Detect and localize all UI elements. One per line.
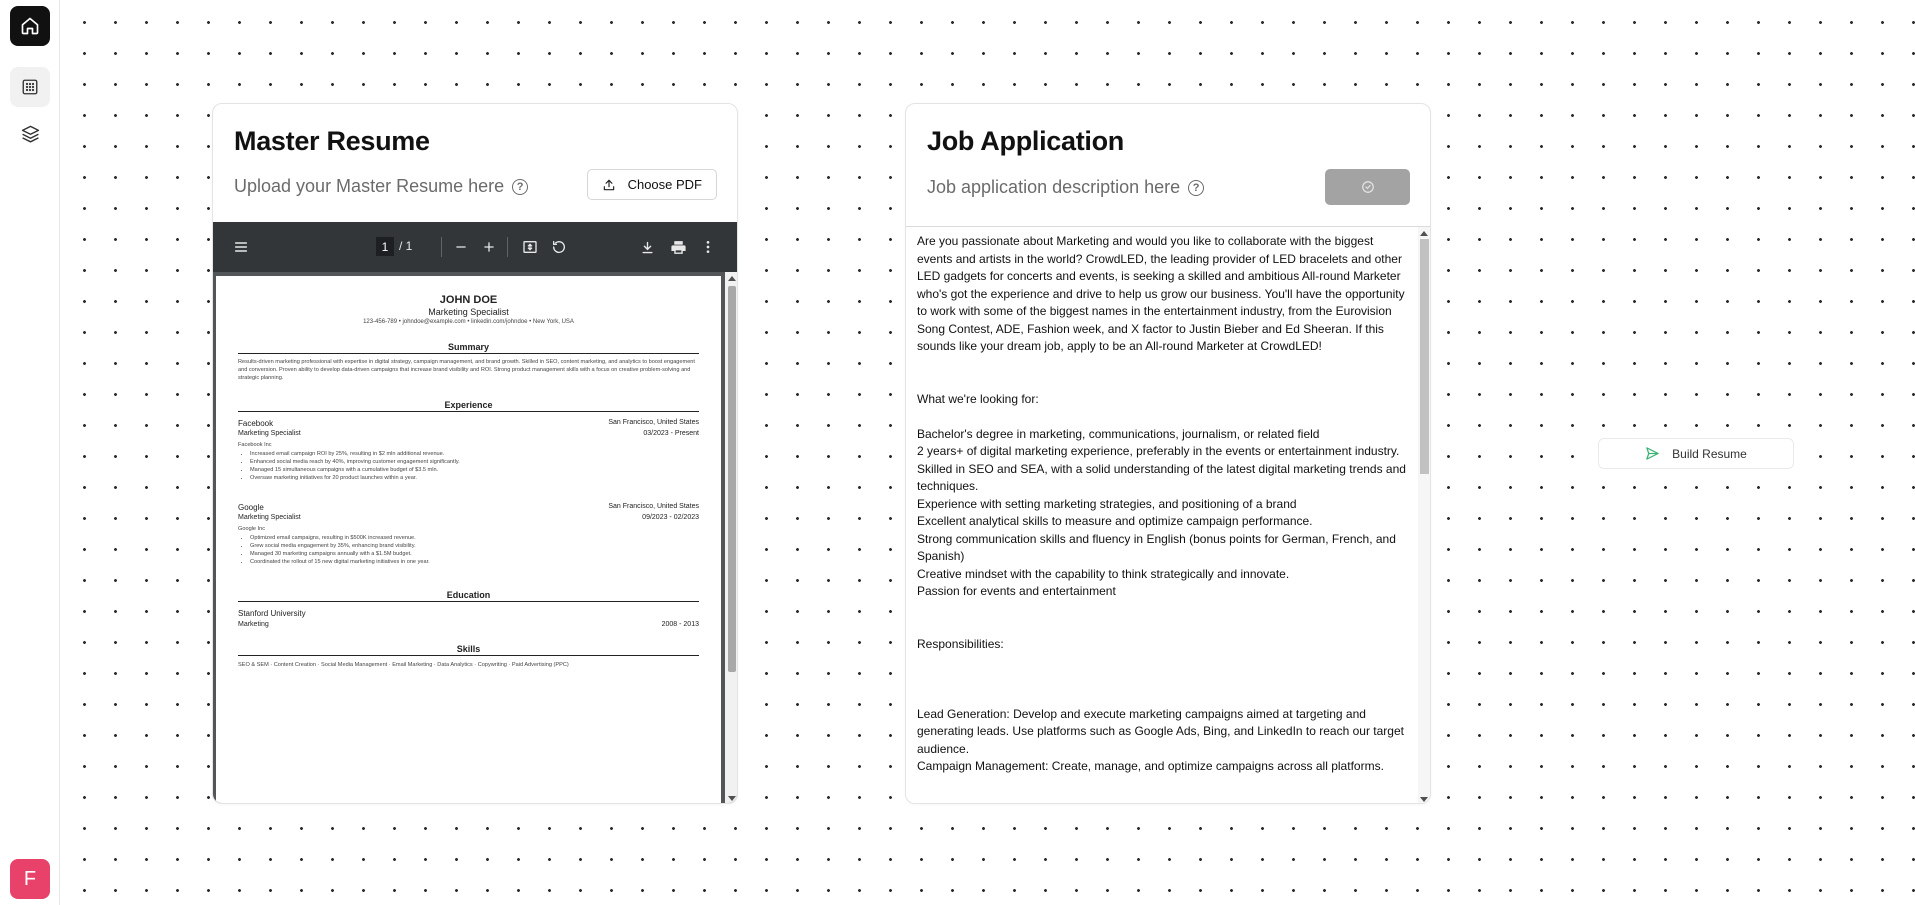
resume-summary-heading: Summary <box>238 342 699 354</box>
resume-job-title: Marketing Specialist <box>238 514 301 521</box>
resume-job-bullets <box>246 534 696 566</box>
resume-experience-heading: Experience <box>238 400 699 412</box>
pdf-scrollbar-thumb[interactable] <box>728 286 736 672</box>
pdf-scrollbar[interactable] <box>725 272 738 804</box>
resume-job-location: San Francisco, United States <box>608 419 699 426</box>
resume-education-detail <box>238 621 699 628</box>
resume-job-header <box>238 503 699 512</box>
more-vertical-icon <box>700 239 716 255</box>
minus-icon <box>454 240 468 254</box>
left-rail <box>0 0 60 905</box>
resume-bullet: • Enhanced social media reach by 40%, improving customer engagement significantly. <box>250 458 696 466</box>
scroll-down-arrow[interactable] <box>1420 797 1428 802</box>
build-resume-label: Build Resume <box>1672 446 1747 461</box>
resume-job-org: Facebook Inc <box>238 442 272 448</box>
resume-job-dates: 09/2023 - 02/2023 <box>642 514 699 521</box>
job-application-title: Job Application <box>927 126 1124 156</box>
master-resume-subtitle <box>234 176 528 197</box>
download-icon <box>640 240 655 255</box>
resume-summary-text: Results-driven marketing professional with expertise in digital strategy, campaign management, and brand growth. Skilled in SEO, content marketing, and analytics to boost engagement and conversion. Proven ability to develop data-driven campaigns that increase brand visibility and ROI. Strong product management skills with a focus on creative problem-solving and strategic planning. <box>238 359 695 381</box>
scroll-up-arrow[interactable] <box>728 276 736 281</box>
resume-job-company: Google <box>238 503 264 512</box>
resume-bullet: • Oversaw marketing initiatives for 20 product launches within a year. <box>250 474 696 482</box>
master-resume-card <box>212 103 738 804</box>
resume-education-row <box>238 609 699 618</box>
choose-pdf-label: Choose PDF <box>627 177 702 192</box>
resume-job-location: San Francisco, United States <box>608 503 699 510</box>
resume-job-subheader <box>238 514 699 521</box>
resume-job-org: Google Inc <box>238 526 266 532</box>
print-icon <box>670 239 687 256</box>
build-resume-button[interactable] <box>1598 438 1794 469</box>
pdf-viewer[interactable] <box>213 222 738 804</box>
resume-name: JOHN DOE <box>439 294 498 306</box>
upload-icon <box>602 178 616 192</box>
resume-job-company: Facebook <box>238 419 274 428</box>
resume-bullet: • Increased email campaign ROI by 25%, resulting in $2 mln additional revenue. <box>250 450 696 458</box>
home-button[interactable] <box>10 6 50 46</box>
resume-edu-dates: 2008 - 2013 <box>661 621 699 628</box>
resume-degree: Marketing <box>238 621 269 628</box>
master-resume-subtitle-text: Upload your Master Resume here <box>234 176 505 196</box>
scroll-down-arrow[interactable] <box>728 796 736 801</box>
resume-bullet: • Managed 30 marketing campaigns annually with a $1.5M budget. <box>250 550 696 558</box>
print-button[interactable] <box>666 235 690 259</box>
resume-school: Stanford University <box>238 609 306 618</box>
resume-bullet: • Coordinated the rollout of 15 new digital marketing initiatives in one year. <box>250 558 696 566</box>
job-application-card <box>905 103 1431 804</box>
resume-contact: 123-456-789 • johndoe@example.com • linkedin.com/johndoe • New York, USA <box>363 319 574 325</box>
job-application-subtitle-text: Job application description here <box>927 177 1181 197</box>
choose-pdf-button[interactable] <box>587 169 717 200</box>
user-avatar[interactable]: F <box>10 859 50 899</box>
rotate-icon <box>551 239 567 255</box>
job-description-textarea[interactable] <box>906 226 1431 804</box>
pdf-page-count: / 1 <box>399 239 413 253</box>
toolbar-divider <box>507 237 508 257</box>
job-application-subtitle <box>927 177 1204 198</box>
zoom-in-button[interactable] <box>477 235 501 259</box>
pdf-menu-button[interactable] <box>229 235 253 259</box>
canvas-icon <box>21 78 39 96</box>
rotate-button[interactable] <box>547 235 571 259</box>
master-resume-title: Master Resume <box>234 126 430 156</box>
resume-bullet: • Managed 15 simultaneous campaigns with a cumulative budget of $3.5 mln. <box>250 466 696 474</box>
job-description-text[interactable]: Are you passionate about Marketing and would you like to collaborate with the biggest events and artists in the world? CrowdLED, the leading provider of LED bracelets and other LED gadgets for concerts and events, is seeking a skilled and ambitious All-round Marketer who's got the experience and drive to help us grow our business. You'll have the opportunity to work with some of the biggest names in the entertainment industry, from the Eurovision Song Contest, ADE, Fashion week, and X factor to Justin Bieber and Ed Sheeran. If this sounds like your dream job, apply to be an All-round Marketer at CrowdLED! What we're looking for: Bachelor's degree in marketing, communications, journalism, or related field 2 years+ of digital marketing experience, preferably in the events or entertainment industry. Skilled in SEO and SEA, with a solid understanding of the latest digital marketing trends and techniques. Experience with setting marketing strategies, and positioning of a brand Excellent analytical skills to measure and optimize campaign performance. Strong communication skills and fluency in English (bonus points for German, French, and Spanish) Creative mindset with the capability to think strategically and innovate. Passion for events and entertainment Responsibilities: Lead Generation: Develop and execute marketing campaigns aimed at targeting and generating leads. Use platforms such as Google Ads, Bing, and LinkedIn to reach our target audience. Campaign Management: Create, manage, and optimize campaigns across all platforms. <box>917 234 1406 773</box>
help-icon[interactable]: ? <box>1188 180 1204 196</box>
resume-job-dates: 03/2023 - Present <box>643 430 699 437</box>
resume-bullet: • Optimized email campaigns, resulting in $500K increased revenue. <box>250 534 696 542</box>
resume-skills-text: SEO & SEM · Content Creation · Social Media Management · Email Marketing · Data Analytics · Copywriting · Paid Advertising (PPC) <box>238 662 569 668</box>
plus-icon <box>482 240 496 254</box>
help-icon[interactable]: ? <box>512 179 528 195</box>
resume-job-title: Marketing Specialist <box>238 430 301 437</box>
resume-role: Marketing Specialist <box>428 307 509 317</box>
resume-education-heading: Education <box>238 590 699 602</box>
layers-button[interactable] <box>10 113 50 153</box>
check-circle-icon <box>1361 180 1375 194</box>
pdf-page-input[interactable]: 1 <box>376 237 394 256</box>
pdf-page <box>216 276 721 804</box>
more-options-button[interactable] <box>696 235 720 259</box>
layers-icon <box>21 124 40 143</box>
resume-bullet: • Grew social media engagement by 35%, enhancing brand visibility. <box>250 542 696 550</box>
scroll-up-arrow[interactable] <box>1420 231 1428 236</box>
zoom-out-button[interactable] <box>449 235 473 259</box>
resume-job-header <box>238 419 699 428</box>
home-icon <box>20 16 40 36</box>
confirm-description-button[interactable] <box>1325 169 1410 205</box>
toolbar-divider <box>441 237 442 257</box>
resume-job-subheader <box>238 430 699 437</box>
canvas-button[interactable] <box>10 67 50 107</box>
resume-skills-heading: Skills <box>238 644 699 656</box>
fit-page-icon <box>522 239 538 255</box>
menu-icon <box>233 239 249 255</box>
download-button[interactable] <box>635 235 659 259</box>
resume-job-bullets <box>246 450 696 482</box>
send-icon <box>1645 446 1660 461</box>
job-description-scrollbar-thumb[interactable] <box>1420 239 1429 474</box>
pdf-toolbar <box>213 222 738 272</box>
fit-page-button[interactable] <box>518 235 542 259</box>
job-description-scrollbar[interactable] <box>1418 227 1430 804</box>
